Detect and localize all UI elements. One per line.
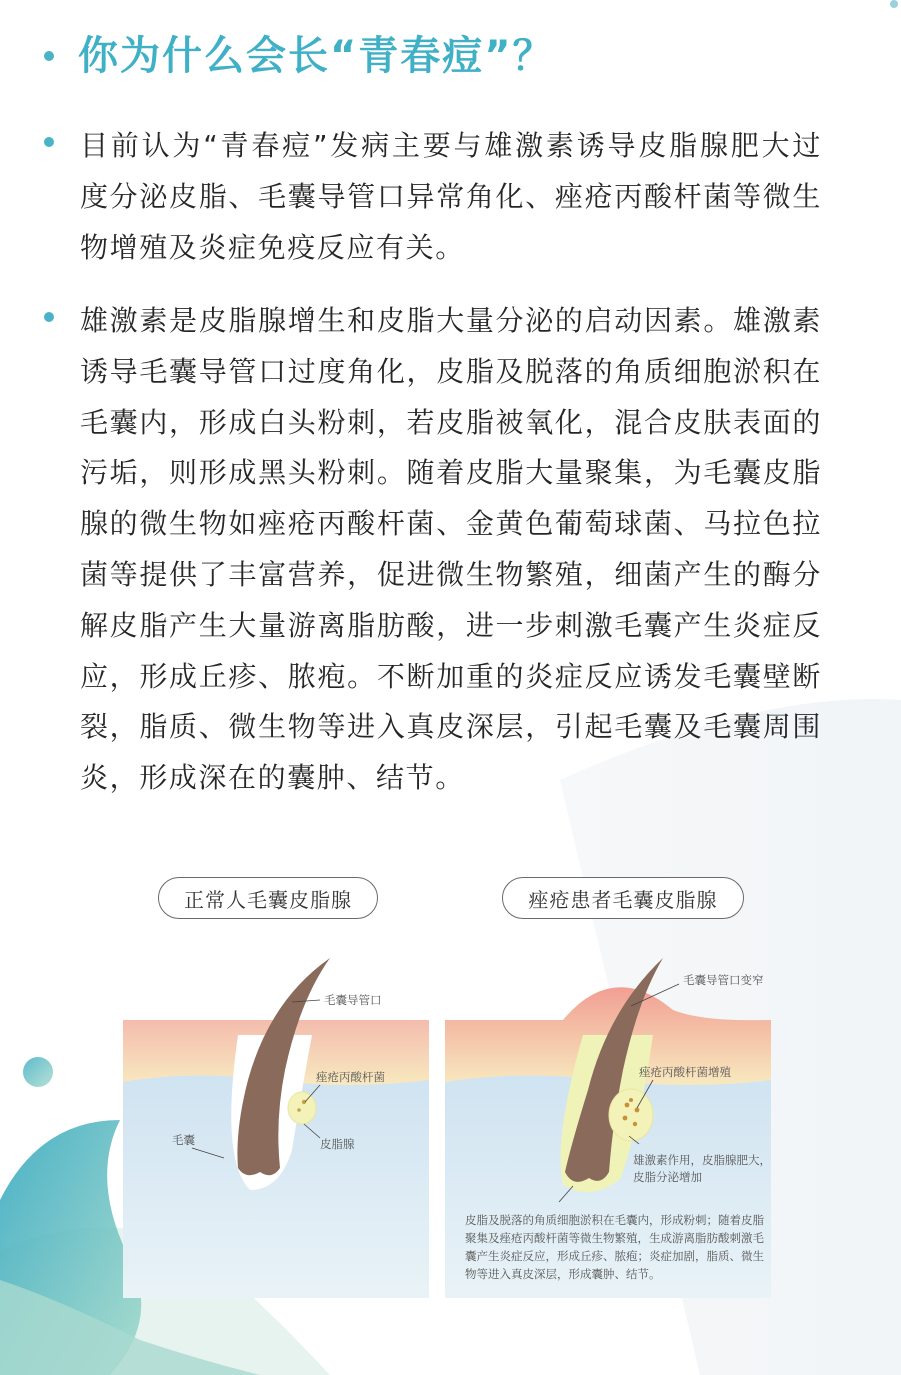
- annotation-gland: 皮脂腺: [320, 1137, 355, 1151]
- annotation-bacteria-growth: 痤疮丙酸杆菌增殖: [639, 1065, 731, 1079]
- caption-line-2: 聚集及痤疮丙酸杆菌等微生物繁殖，生成游离脂肪酸刺激毛: [465, 1231, 764, 1245]
- bacteria-dot: [302, 1100, 306, 1104]
- bacteria-dot: [625, 1103, 630, 1108]
- annotation-androgen-2: 皮脂分泌增加: [633, 1170, 702, 1184]
- bullet-icon: [44, 137, 54, 147]
- paragraph-cause: [44, 121, 822, 273]
- bacteria-dot: [635, 1108, 640, 1113]
- sebaceous-gland: [288, 1092, 316, 1124]
- caption-line-4: 物等进入真皮深层，形成囊肿、结节。: [465, 1267, 661, 1281]
- label-normal-follicle: 正常人毛囊皮脂腺: [158, 877, 378, 919]
- annotation-follicle: 毛囊: [172, 1133, 195, 1147]
- bullet-icon: [44, 51, 54, 61]
- annotation-androgen-1: 雄激素作用，皮脂腺肥大，: [633, 1153, 771, 1167]
- annotation-duct-narrow: 毛囊导管口变窄: [683, 973, 764, 987]
- paragraph-mechanism: [44, 296, 822, 804]
- page-title: 你为什么会长“青春痘”？: [78, 33, 555, 79]
- bacteria-dot: [623, 1116, 628, 1121]
- annotation-duct: 毛囊导管口: [324, 993, 382, 1007]
- annotation-bacteria: 痤疮丙酸杆菌: [316, 1070, 385, 1084]
- diagram-normal-follicle: [120, 940, 432, 1300]
- paragraph-text: 雄激素是皮脂腺增生和皮脂大量分泌的启动因素。雄激素诱导毛囊导管口过度角化，皮脂及脱落的角质细胞淤积在毛囊内，形成白头粉刺，若皮脂被氧化，混合皮肤表面的污垢，则形成黑头粉刺。随着皮脂大量聚集，为毛囊皮脂腺的微生物如痤疮丙酸杆菌、金黄色葡萄球菌、马拉色拉菌等提供了丰富营养，促进微生物繁殖，细菌产生的酶分解皮脂产生大量游离脂肪酸，进一步刺激毛囊产生炎症反应，形成丘疹、脓疱。不断加重的炎症反应诱发毛囊壁断裂，脂质、微生物等进入真皮深层，引起毛囊及毛囊周围炎，形成深在的囊肿、结节。: [80, 304, 822, 795]
- bullet-icon: [44, 312, 54, 322]
- paragraph-text: 目前认为“青春痘”发病主要与雄激素诱导皮脂腺肥大过度分泌皮脂、毛囊导管口异常角化、痤疮丙酸杆菌等微生物增殖及炎症免疫反应有关。: [80, 129, 822, 264]
- bacteria-dot: [633, 1122, 637, 1126]
- bacteria-dot: [297, 1108, 301, 1112]
- enlarged-sebaceous-gland: [609, 1089, 653, 1141]
- caption-line-1: 皮脂及脱落的角质细胞淤积在毛囊内，形成粉刺；随着皮脂: [465, 1213, 764, 1227]
- diagram-acne-follicle: [443, 940, 773, 1300]
- caption-line-3: 囊产生炎症反应，形成丘疹、脓疱；炎症加剧，脂质、微生: [465, 1249, 764, 1263]
- page-title-row: [44, 26, 555, 86]
- bacteria-dot: [629, 1098, 633, 1102]
- label-acne-follicle: 痤疮患者毛囊皮脂腺: [502, 877, 744, 919]
